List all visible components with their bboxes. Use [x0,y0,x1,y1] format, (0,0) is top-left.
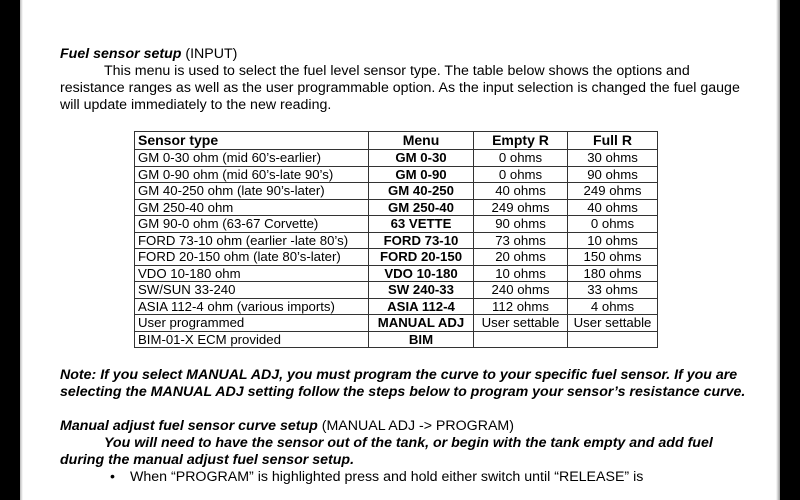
cell-full-r: User settable [568,315,658,332]
cell-empty-r [474,331,568,348]
table-row [135,232,658,249]
cell-sensor-type: GM 90-0 ohm (63-67 Corvette) [135,216,369,233]
cell-empty-r: 0 ohms [474,150,568,167]
cell-empty-r: 40 ohms [474,183,568,200]
steps-list [60,469,750,486]
manual-adj-note: Note: If you select MANUAL ADJ, you must program the curve to your specific fuel sensor. If you are selecting the MANUAL ADJ setting follow the steps below to program your sensor’s resistance curve. [60,367,746,400]
bullet-icon: • [110,469,115,485]
cell-menu: GM 40-250 [369,183,474,200]
cell-full-r: 40 ohms [568,199,658,216]
cell-full-r: 180 ohms [568,265,658,282]
section-title: Fuel sensor setup [60,46,182,62]
cell-empty-r: User settable [474,315,568,332]
header-empty-r: Empty R [474,132,568,150]
step-text: When “PROGRAM” is highlighted press and hold either switch until “RELEASE” is [130,469,644,485]
cell-sensor-type: GM 40-250 ohm (late 90’s-later) [135,183,369,200]
cell-empty-r: 112 ohms [474,298,568,315]
cell-empty-r: 73 ohms [474,232,568,249]
cell-menu: SW 240-33 [369,282,474,299]
page-content [60,46,750,486]
cell-full-r: 30 ohms [568,150,658,167]
cell-menu: GM 250-40 [369,199,474,216]
cell-sensor-type: SW/SUN 33-240 [135,282,369,299]
cell-sensor-type: GM 0-30 ohm (mid 60’s-earlier) [135,150,369,167]
cell-empty-r: 90 ohms [474,216,568,233]
cell-sensor-type: GM 250-40 ohm [135,199,369,216]
section-heading-manual-adjust [60,418,750,435]
table-row [135,216,658,233]
cell-menu: FORD 20-150 [369,249,474,266]
table-row [135,249,658,266]
cell-menu: GM 0-30 [369,150,474,167]
table-row [135,282,658,299]
header-sensor-type: Sensor type [135,132,369,150]
cell-empty-r: 20 ohms [474,249,568,266]
table-row [135,199,658,216]
section-title-suffix: (INPUT) [181,46,238,62]
section-title: Manual adjust fuel sensor curve setup [60,418,318,434]
cell-menu: MANUAL ADJ [369,315,474,332]
cell-full-r: 90 ohms [568,166,658,183]
cell-full-r: 249 ohms [568,183,658,200]
table-row [135,331,658,348]
cell-empty-r: 249 ohms [474,199,568,216]
section-heading-fuel-sensor-setup [60,46,750,63]
cell-full-r [568,331,658,348]
cell-sensor-type: FORD 73-10 ohm (earlier -late 80’s) [135,232,369,249]
cell-full-r: 150 ohms [568,249,658,266]
cell-menu: GM 0-90 [369,166,474,183]
table-row [135,183,658,200]
table-row [135,166,658,183]
cell-empty-r: 240 ohms [474,282,568,299]
table-header-row [135,132,658,150]
cell-full-r: 0 ohms [568,216,658,233]
header-full-r: Full R [568,132,658,150]
cell-empty-r: 0 ohms [474,166,568,183]
cell-menu: BIM [369,331,474,348]
table-row [135,298,658,315]
cell-sensor-type: ASIA 112-4 ohm (various imports) [135,298,369,315]
cell-sensor-type: BIM-01-X ECM provided [135,331,369,348]
cell-sensor-type: GM 0-90 ohm (mid 60’s-late 90’s) [135,166,369,183]
cell-full-r: 33 ohms [568,282,658,299]
cell-empty-r: 10 ohms [474,265,568,282]
section-title-suffix: (MANUAL ADJ -> PROGRAM) [317,418,514,434]
cell-sensor-type: User programmed [135,315,369,332]
cell-menu: 63 VETTE [369,216,474,233]
list-item [110,469,750,486]
cell-full-r: 10 ohms [568,232,658,249]
cell-menu: ASIA 112-4 [369,298,474,315]
cell-menu: VDO 10-180 [369,265,474,282]
cell-sensor-type: FORD 20-150 ohm (late 80’s-later) [135,249,369,266]
table-body [135,150,658,348]
table-row [135,315,658,332]
cell-menu: FORD 73-10 [369,232,474,249]
table-row [135,265,658,282]
document-page [20,0,780,500]
manual-adjust-paragraph: You will need to have the sensor out of the tank, or begin with the tank empty and add fuel during the manual adjust fuel sensor setup. [60,435,713,468]
intro-paragraph: This menu is used to select the fuel level sensor type. The table below shows the options and resistance ranges as well as the user programmable option. As the input selection is changed the fuel gauge will update immediately to the new reading. [60,63,740,113]
sensor-table [134,131,658,348]
table-row [135,150,658,167]
cell-full-r: 4 ohms [568,298,658,315]
cell-sensor-type: VDO 10-180 ohm [135,265,369,282]
header-menu: Menu [369,132,474,150]
